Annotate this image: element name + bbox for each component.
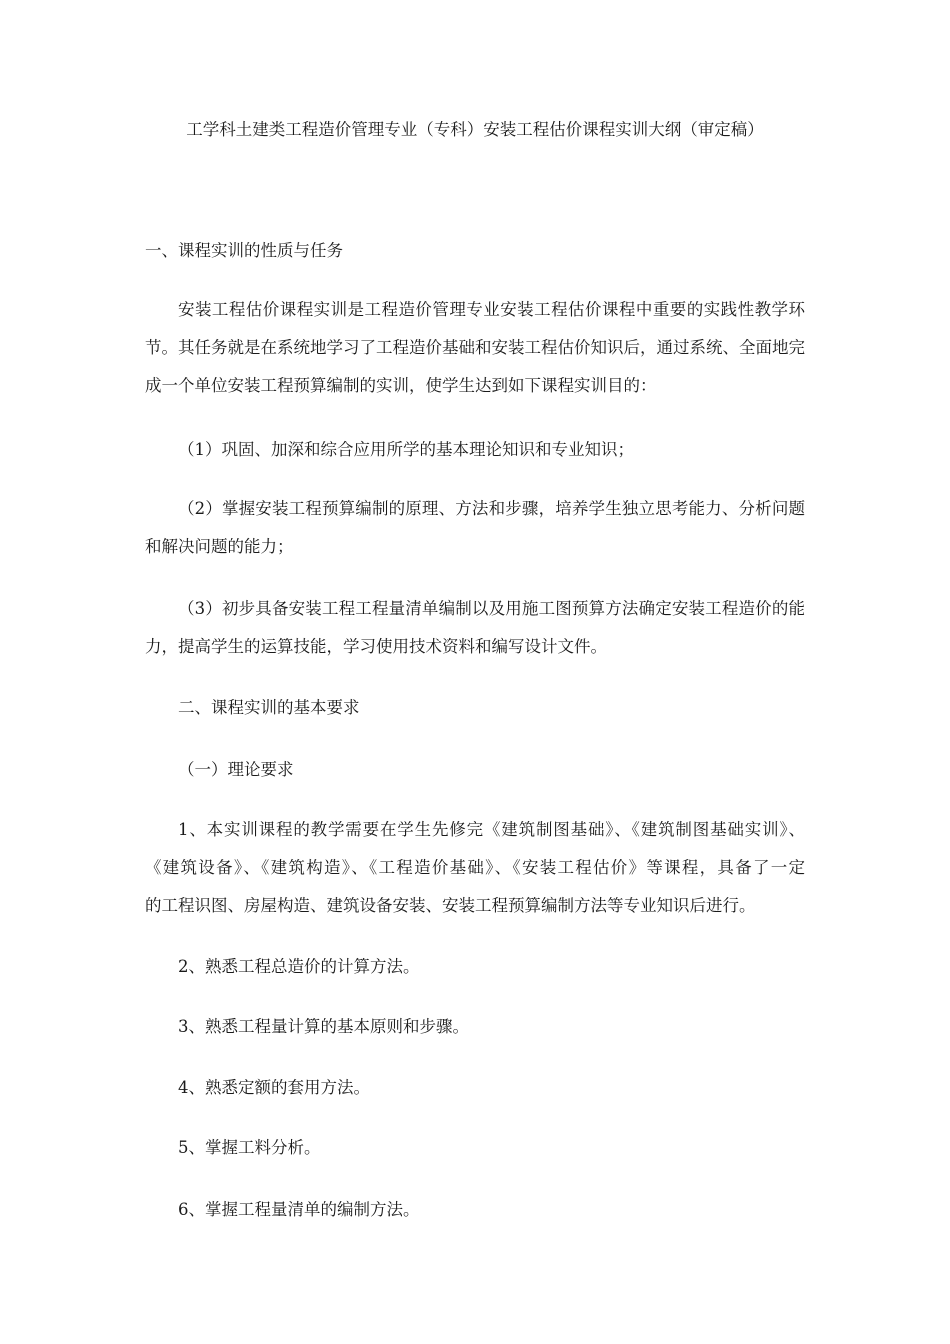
goal-3-line-2: 力，提高学生的运算技能，学习使用技术资料和编写设计文件。: [145, 637, 607, 656]
document-title: 工学科土建类工程造价管理专业（专科）安装工程估价课程实训大纲（审定稿）: [186, 120, 764, 139]
item-1-line-1: 1、本实训课程的教学需要在学生先修完《建筑制图基础》、《建筑制图基础实训》、: [178, 820, 805, 839]
goal-2-line-2: 和解决问题的能力；: [145, 537, 294, 556]
item-2: 2、熟悉工程总造价的计算方法。: [178, 957, 420, 976]
item-3: 3、熟悉工程量计算的基本原则和步骤。: [178, 1017, 469, 1036]
goal-2-line-1: （2）掌握安装工程预算编制的原理、方法和步骤，培养学生独立思考能力、分析问题: [178, 499, 805, 518]
item-1-line-2: 《建筑设备》、《建筑构造》、《工程造价基础》、《安装工程估价》等课程，具备了一定: [145, 858, 805, 877]
section1-heading: 一、课程实训的性质与任务: [145, 241, 343, 260]
section2-subheading: （一）理论要求: [178, 760, 294, 779]
intro-line-2: 节。其任务就是在系统地学习了工程造价基础和安装工程估价知识后，通过系统、全面地完: [145, 338, 805, 357]
goal-1: （1）巩固、加深和综合应用所学的基本理论知识和专业知识；: [178, 440, 634, 459]
item-6: 6、掌握工程量清单的编制方法。: [178, 1200, 420, 1219]
goal-3-line-1: （3）初步具备安装工程工程量清单编制以及用施工图预算方法确定安装工程造价的能: [178, 599, 805, 618]
intro-line-1: 安装工程估价课程实训是工程造价管理专业安装工程估价课程中重要的实践性教学环: [178, 300, 805, 319]
section2-heading: 二、课程实训的基本要求: [178, 698, 360, 717]
item-1-line-3: 的工程识图、房屋构造、建筑设备安装、安装工程预算编制方法等专业知识后进行。: [145, 896, 756, 915]
item-4: 4、熟悉定额的套用方法。: [178, 1078, 370, 1097]
intro-line-3: 成一个单位安装工程预算编制的实训，使学生达到如下课程实训目的：: [145, 376, 657, 395]
item-5: 5、掌握工料分析。: [178, 1138, 321, 1157]
